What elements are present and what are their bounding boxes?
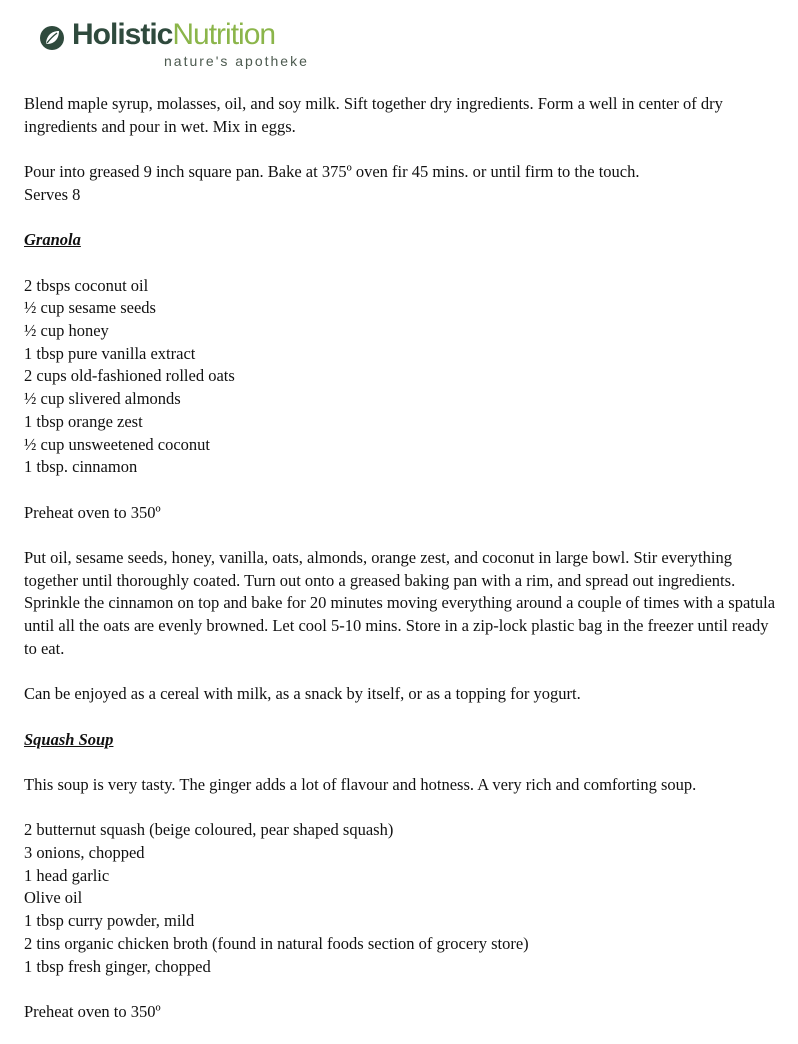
brand-part-1: Holistic xyxy=(72,18,173,51)
squash-soup-preheat: Preheat oven to 350º xyxy=(24,1001,161,1021)
granola-ingredient-list xyxy=(24,275,784,479)
list-item: ½ cup slivered almonds xyxy=(24,389,181,409)
list-item: ½ cup sesame seeds xyxy=(24,298,156,318)
brand-name xyxy=(72,18,275,52)
squash-soup-intro: This soup is very tasty. The ginger adds a lot of flavour and hotness. A very rich and comforting soup. xyxy=(24,774,697,794)
squash-soup-ingredient-list xyxy=(24,819,784,978)
list-item: 2 butternut squash (beige coloured, pear shaped squash) xyxy=(24,820,394,840)
granola-preheat: Preheat oven to 350º xyxy=(24,502,161,522)
list-item: Olive oil xyxy=(24,888,83,908)
granola-method: Put oil, sesame seeds, honey, vanilla, oats, almonds, orange zest, and coconut in large bowl. Stir everything together until thoroughly coated. Turn out onto a greased baking pan with a rim, and spread out ingredients. Sprinkle the cinnamon on top and bake for 20 minutes moving everything around a couple of times with a spatula until all the oats are evenly browned. Let cool 5-10 mins. Store in a zip-lock plastic bag in the freezer until ready to eat. xyxy=(24,547,776,658)
brand-tagline: nature's apotheke xyxy=(164,53,309,69)
list-item: 1 tbsp fresh ginger, chopped xyxy=(24,956,211,976)
granola-heading: Granola xyxy=(24,230,81,250)
cake-serves: Serves 8 xyxy=(24,184,81,204)
list-item: 1 tbsp curry powder, mild xyxy=(24,911,195,931)
leaf-icon xyxy=(38,24,66,52)
cake-instructions-2: Pour into greased 9 inch square pan. Bake at 375º oven fir 45 mins. or until firm to the touch. xyxy=(24,162,640,182)
brand-part-2: Nutrition xyxy=(172,18,276,51)
list-item: ½ cup unsweetened coconut xyxy=(24,434,211,454)
list-item: 2 cups old-fashioned rolled oats xyxy=(24,366,235,386)
logo xyxy=(38,18,338,74)
squash-soup-heading: Squash Soup xyxy=(24,729,114,749)
granola-serving-note: Can be enjoyed as a cereal with milk, as a snack by itself, or as a topping for yogurt. xyxy=(24,684,581,704)
list-item: 2 tins organic chicken broth (found in natural foods section of grocery store) xyxy=(24,933,529,953)
list-item: 3 onions, chopped xyxy=(24,843,145,863)
list-item: 1 head garlic xyxy=(24,865,110,885)
list-item: ½ cup honey xyxy=(24,320,109,340)
list-item: 1 tbsp pure vanilla extract xyxy=(24,343,196,363)
list-item: 2 tbsps coconut oil xyxy=(24,275,149,295)
list-item: 1 tbsp orange zest xyxy=(24,411,143,431)
document-body xyxy=(24,93,784,1024)
list-item: 1 tbsp. cinnamon xyxy=(24,457,138,477)
cake-instructions-1: Blend maple syrup, molasses, oil, and soy milk. Sift together dry ingredients. Form a well in center of dry ingredients and pour in wet. Mix in eggs. xyxy=(24,94,723,136)
